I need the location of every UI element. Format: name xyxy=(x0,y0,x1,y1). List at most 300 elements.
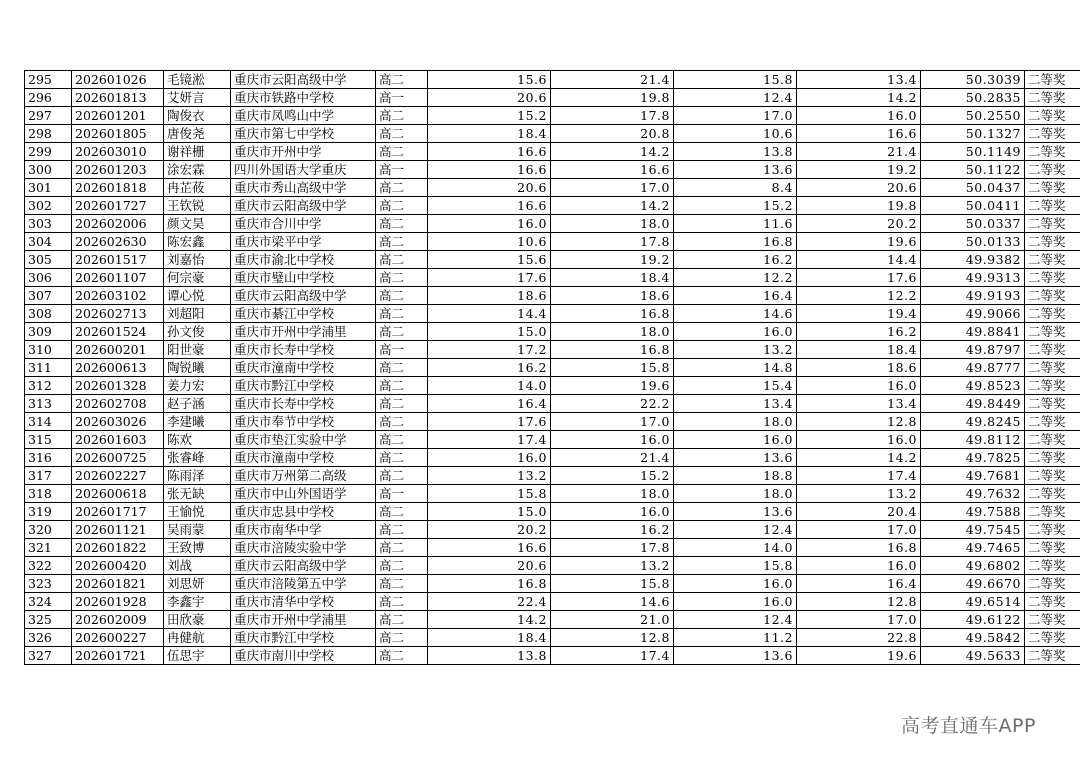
school-cell: 重庆市垫江实验中学 xyxy=(231,431,376,449)
table-row xyxy=(25,575,1080,593)
rank-cell: 297 xyxy=(25,107,72,125)
score-3-cell: 13.4 xyxy=(674,395,797,413)
school-cell: 重庆市清华中学校 xyxy=(231,593,376,611)
score-4-cell: 22.8 xyxy=(797,629,921,647)
student-name-cell: 涂宏霖 xyxy=(164,161,231,179)
total-score-cell: 49.8112 xyxy=(921,431,1025,449)
student-name-cell: 刘战 xyxy=(164,557,231,575)
school-cell: 重庆市潼南中学校 xyxy=(231,359,376,377)
award-cell: 二等奖 xyxy=(1025,485,1080,503)
exam-id-cell: 202601517 xyxy=(72,251,164,269)
score-3-cell: 13.6 xyxy=(674,449,797,467)
score-1-cell: 20.6 xyxy=(428,557,551,575)
table-row xyxy=(25,89,1080,107)
grade-cell: 高二 xyxy=(376,359,428,377)
rank-cell: 307 xyxy=(25,287,72,305)
score-1-cell: 16.4 xyxy=(428,395,551,413)
score-4-cell: 21.4 xyxy=(797,143,921,161)
score-2-cell: 17.4 xyxy=(551,647,674,665)
score-1-cell: 15.2 xyxy=(428,107,551,125)
grade-cell: 高二 xyxy=(376,611,428,629)
exam-id-cell: 202603102 xyxy=(72,287,164,305)
school-cell: 重庆市长寿中学校 xyxy=(231,341,376,359)
exam-id-cell: 202600618 xyxy=(72,485,164,503)
exam-id-cell: 202601727 xyxy=(72,197,164,215)
score-3-cell: 16.0 xyxy=(674,593,797,611)
school-cell: 重庆市中山外国语学 xyxy=(231,485,376,503)
score-4-cell: 12.2 xyxy=(797,287,921,305)
exam-id-cell: 202603026 xyxy=(72,413,164,431)
total-score-cell: 49.8449 xyxy=(921,395,1025,413)
score-2-cell: 18.0 xyxy=(551,485,674,503)
score-2-cell: 13.2 xyxy=(551,557,674,575)
grade-cell: 高二 xyxy=(376,71,428,89)
score-4-cell: 16.0 xyxy=(797,431,921,449)
total-score-cell: 49.8245 xyxy=(921,413,1025,431)
score-1-cell: 15.6 xyxy=(428,251,551,269)
rank-cell: 299 xyxy=(25,143,72,161)
score-2-cell: 14.6 xyxy=(551,593,674,611)
total-score-cell: 49.5633 xyxy=(921,647,1025,665)
score-3-cell: 12.4 xyxy=(674,521,797,539)
table-row xyxy=(25,269,1080,287)
award-cell: 二等奖 xyxy=(1025,107,1080,125)
score-1-cell: 17.2 xyxy=(428,341,551,359)
award-cell: 二等奖 xyxy=(1025,503,1080,521)
score-4-cell: 19.2 xyxy=(797,161,921,179)
total-score-cell: 49.8523 xyxy=(921,377,1025,395)
total-score-cell: 49.6122 xyxy=(921,611,1025,629)
table-row xyxy=(25,215,1080,233)
school-cell: 重庆市云阳高级中学 xyxy=(231,287,376,305)
score-1-cell: 22.4 xyxy=(428,593,551,611)
table-row xyxy=(25,197,1080,215)
total-score-cell: 49.7465 xyxy=(921,539,1025,557)
total-score-cell: 49.7632 xyxy=(921,485,1025,503)
exam-id-cell: 202602227 xyxy=(72,467,164,485)
student-name-cell: 谭心悦 xyxy=(164,287,231,305)
exam-id-cell: 202601721 xyxy=(72,647,164,665)
student-name-cell: 姜力宏 xyxy=(164,377,231,395)
score-1-cell: 14.0 xyxy=(428,377,551,395)
score-1-cell: 18.4 xyxy=(428,629,551,647)
score-1-cell: 17.6 xyxy=(428,269,551,287)
award-cell: 二等奖 xyxy=(1025,575,1080,593)
score-4-cell: 12.8 xyxy=(797,593,921,611)
student-name-cell: 田欣豪 xyxy=(164,611,231,629)
school-cell: 重庆市涪陵实验中学 xyxy=(231,539,376,557)
table-row xyxy=(25,359,1080,377)
award-cell: 二等奖 xyxy=(1025,197,1080,215)
exam-id-cell: 202601822 xyxy=(72,539,164,557)
student-name-cell: 陈雨泽 xyxy=(164,467,231,485)
school-cell: 重庆市潼南中学校 xyxy=(231,449,376,467)
score-1-cell: 16.0 xyxy=(428,215,551,233)
table-row xyxy=(25,71,1080,89)
award-cell: 二等奖 xyxy=(1025,179,1080,197)
grade-cell: 高一 xyxy=(376,161,428,179)
student-name-cell: 毛镜淞 xyxy=(164,71,231,89)
total-score-cell: 49.5842 xyxy=(921,629,1025,647)
student-name-cell: 陈宏鑫 xyxy=(164,233,231,251)
score-1-cell: 16.6 xyxy=(428,143,551,161)
student-name-cell: 刘思妍 xyxy=(164,575,231,593)
student-name-cell: 张无缺 xyxy=(164,485,231,503)
score-1-cell: 20.6 xyxy=(428,89,551,107)
student-name-cell: 冉芷莜 xyxy=(164,179,231,197)
rank-cell: 301 xyxy=(25,179,72,197)
student-name-cell: 李鑫宇 xyxy=(164,593,231,611)
exam-id-cell: 202602708 xyxy=(72,395,164,413)
score-2-cell: 18.0 xyxy=(551,323,674,341)
total-score-cell: 49.9313 xyxy=(921,269,1025,287)
score-4-cell: 14.2 xyxy=(797,89,921,107)
table-row xyxy=(25,503,1080,521)
score-4-cell: 14.2 xyxy=(797,449,921,467)
score-4-cell: 20.6 xyxy=(797,179,921,197)
award-cell: 二等奖 xyxy=(1025,557,1080,575)
table-row xyxy=(25,485,1080,503)
table-row xyxy=(25,539,1080,557)
rank-cell: 318 xyxy=(25,485,72,503)
table-row xyxy=(25,431,1080,449)
score-1-cell: 16.8 xyxy=(428,575,551,593)
grade-cell: 高二 xyxy=(376,107,428,125)
score-3-cell: 16.0 xyxy=(674,575,797,593)
school-cell: 重庆市黔江中学校 xyxy=(231,377,376,395)
rank-cell: 310 xyxy=(25,341,72,359)
exam-id-cell: 202601821 xyxy=(72,575,164,593)
score-2-cell: 15.8 xyxy=(551,575,674,593)
score-4-cell: 20.2 xyxy=(797,215,921,233)
rank-cell: 315 xyxy=(25,431,72,449)
score-2-cell: 16.8 xyxy=(551,341,674,359)
total-score-cell: 49.7588 xyxy=(921,503,1025,521)
exam-id-cell: 202603010 xyxy=(72,143,164,161)
rank-cell: 317 xyxy=(25,467,72,485)
student-name-cell: 张睿峰 xyxy=(164,449,231,467)
exam-id-cell: 202601121 xyxy=(72,521,164,539)
score-4-cell: 19.6 xyxy=(797,647,921,665)
award-cell: 二等奖 xyxy=(1025,647,1080,665)
exam-id-cell: 202601328 xyxy=(72,377,164,395)
exam-id-cell: 202601203 xyxy=(72,161,164,179)
award-cell: 二等奖 xyxy=(1025,413,1080,431)
score-4-cell: 17.0 xyxy=(797,521,921,539)
score-3-cell: 13.6 xyxy=(674,161,797,179)
grade-cell: 高二 xyxy=(376,179,428,197)
score-2-cell: 12.8 xyxy=(551,629,674,647)
award-cell: 二等奖 xyxy=(1025,377,1080,395)
school-cell: 重庆市开州中学浦里 xyxy=(231,611,376,629)
score-2-cell: 16.8 xyxy=(551,305,674,323)
score-3-cell: 13.6 xyxy=(674,503,797,521)
grade-cell: 高二 xyxy=(376,629,428,647)
award-cell: 二等奖 xyxy=(1025,359,1080,377)
score-2-cell: 22.2 xyxy=(551,395,674,413)
rank-cell: 305 xyxy=(25,251,72,269)
table-row xyxy=(25,341,1080,359)
score-1-cell: 20.6 xyxy=(428,179,551,197)
student-name-cell: 王致博 xyxy=(164,539,231,557)
school-cell: 重庆市万州第二高级 xyxy=(231,467,376,485)
total-score-cell: 50.3039 xyxy=(921,71,1025,89)
score-3-cell: 8.4 xyxy=(674,179,797,197)
exam-id-cell: 202600201 xyxy=(72,341,164,359)
rank-cell: 326 xyxy=(25,629,72,647)
exam-id-cell: 202601026 xyxy=(72,71,164,89)
score-1-cell: 15.0 xyxy=(428,503,551,521)
total-score-cell: 50.1122 xyxy=(921,161,1025,179)
rank-cell: 309 xyxy=(25,323,72,341)
watermark: 高考直通车APP xyxy=(901,715,1036,737)
table-row xyxy=(25,611,1080,629)
score-2-cell: 15.8 xyxy=(551,359,674,377)
total-score-cell: 49.7681 xyxy=(921,467,1025,485)
grade-cell: 高二 xyxy=(376,431,428,449)
grade-cell: 高一 xyxy=(376,89,428,107)
score-2-cell: 16.2 xyxy=(551,521,674,539)
score-4-cell: 18.4 xyxy=(797,341,921,359)
score-2-cell: 21.4 xyxy=(551,449,674,467)
award-cell: 二等奖 xyxy=(1025,341,1080,359)
rank-cell: 321 xyxy=(25,539,72,557)
student-name-cell: 颜文昊 xyxy=(164,215,231,233)
table-row xyxy=(25,395,1080,413)
score-1-cell: 16.6 xyxy=(428,539,551,557)
score-3-cell: 18.0 xyxy=(674,485,797,503)
total-score-cell: 49.7545 xyxy=(921,521,1025,539)
score-1-cell: 18.6 xyxy=(428,287,551,305)
table-row xyxy=(25,251,1080,269)
score-1-cell: 15.6 xyxy=(428,71,551,89)
score-3-cell: 14.8 xyxy=(674,359,797,377)
score-3-cell: 15.8 xyxy=(674,557,797,575)
school-cell: 重庆市南华中学 xyxy=(231,521,376,539)
total-score-cell: 50.2550 xyxy=(921,107,1025,125)
score-4-cell: 16.4 xyxy=(797,575,921,593)
rank-cell: 300 xyxy=(25,161,72,179)
score-4-cell: 16.0 xyxy=(797,557,921,575)
score-1-cell: 13.8 xyxy=(428,647,551,665)
score-3-cell: 14.0 xyxy=(674,539,797,557)
score-2-cell: 16.0 xyxy=(551,431,674,449)
score-3-cell: 16.4 xyxy=(674,287,797,305)
score-2-cell: 17.0 xyxy=(551,179,674,197)
table-row xyxy=(25,629,1080,647)
exam-id-cell: 202601805 xyxy=(72,125,164,143)
score-2-cell: 19.2 xyxy=(551,251,674,269)
student-name-cell: 刘嘉怡 xyxy=(164,251,231,269)
score-4-cell: 13.4 xyxy=(797,395,921,413)
school-cell: 重庆市长寿中学校 xyxy=(231,395,376,413)
grade-cell: 高二 xyxy=(376,557,428,575)
award-cell: 二等奖 xyxy=(1025,305,1080,323)
exam-id-cell: 202602713 xyxy=(72,305,164,323)
score-4-cell: 16.8 xyxy=(797,539,921,557)
school-cell: 重庆市开州中学浦里 xyxy=(231,323,376,341)
grade-cell: 高二 xyxy=(376,269,428,287)
score-3-cell: 15.2 xyxy=(674,197,797,215)
score-3-cell: 11.6 xyxy=(674,215,797,233)
table-row xyxy=(25,377,1080,395)
award-cell: 二等奖 xyxy=(1025,89,1080,107)
score-2-cell: 19.8 xyxy=(551,89,674,107)
score-1-cell: 16.6 xyxy=(428,197,551,215)
score-1-cell: 17.6 xyxy=(428,413,551,431)
exam-id-cell: 202601818 xyxy=(72,179,164,197)
grade-cell: 高二 xyxy=(376,251,428,269)
award-cell: 二等奖 xyxy=(1025,269,1080,287)
school-cell: 重庆市开州中学 xyxy=(231,143,376,161)
score-3-cell: 11.2 xyxy=(674,629,797,647)
score-2-cell: 17.8 xyxy=(551,233,674,251)
student-name-cell: 吴雨蒙 xyxy=(164,521,231,539)
school-cell: 重庆市第七中学校 xyxy=(231,125,376,143)
total-score-cell: 49.8777 xyxy=(921,359,1025,377)
school-cell: 重庆市忠县中学校 xyxy=(231,503,376,521)
score-4-cell: 17.4 xyxy=(797,467,921,485)
score-4-cell: 16.0 xyxy=(797,107,921,125)
score-3-cell: 12.4 xyxy=(674,89,797,107)
table-row xyxy=(25,449,1080,467)
grade-cell: 高二 xyxy=(376,125,428,143)
school-cell: 四川外国语大学重庆 xyxy=(231,161,376,179)
rank-cell: 312 xyxy=(25,377,72,395)
grade-cell: 高二 xyxy=(376,413,428,431)
school-cell: 重庆市奉节中学校 xyxy=(231,413,376,431)
grade-cell: 高二 xyxy=(376,449,428,467)
exam-id-cell: 202600613 xyxy=(72,359,164,377)
score-1-cell: 16.0 xyxy=(428,449,551,467)
exam-id-cell: 202602006 xyxy=(72,215,164,233)
school-cell: 重庆市云阳高级中学 xyxy=(231,71,376,89)
table-row xyxy=(25,143,1080,161)
school-cell: 重庆市涪陵第五中学 xyxy=(231,575,376,593)
exam-id-cell: 202601201 xyxy=(72,107,164,125)
table-row xyxy=(25,323,1080,341)
student-name-cell: 艾妍言 xyxy=(164,89,231,107)
total-score-cell: 50.1149 xyxy=(921,143,1025,161)
exam-id-cell: 202601717 xyxy=(72,503,164,521)
table-row xyxy=(25,521,1080,539)
grade-cell: 高二 xyxy=(376,647,428,665)
award-cell: 二等奖 xyxy=(1025,467,1080,485)
score-3-cell: 14.6 xyxy=(674,305,797,323)
award-cell: 二等奖 xyxy=(1025,215,1080,233)
exam-id-cell: 202600420 xyxy=(72,557,164,575)
table-row xyxy=(25,413,1080,431)
score-1-cell: 17.4 xyxy=(428,431,551,449)
school-cell: 重庆市渝北中学校 xyxy=(231,251,376,269)
table-row xyxy=(25,287,1080,305)
table-row xyxy=(25,125,1080,143)
grade-cell: 高二 xyxy=(376,575,428,593)
total-score-cell: 49.9066 xyxy=(921,305,1025,323)
school-cell: 重庆市黔江中学校 xyxy=(231,629,376,647)
award-cell: 二等奖 xyxy=(1025,629,1080,647)
student-name-cell: 冉健航 xyxy=(164,629,231,647)
score-2-cell: 17.8 xyxy=(551,107,674,125)
score-1-cell: 16.2 xyxy=(428,359,551,377)
total-score-cell: 49.6514 xyxy=(921,593,1025,611)
exam-id-cell: 202600227 xyxy=(72,629,164,647)
score-4-cell: 20.4 xyxy=(797,503,921,521)
score-3-cell: 16.2 xyxy=(674,251,797,269)
rank-cell: 296 xyxy=(25,89,72,107)
student-name-cell: 李建曦 xyxy=(164,413,231,431)
total-score-cell: 50.0411 xyxy=(921,197,1025,215)
score-3-cell: 12.4 xyxy=(674,611,797,629)
score-3-cell: 13.8 xyxy=(674,143,797,161)
score-3-cell: 13.2 xyxy=(674,341,797,359)
score-4-cell: 16.0 xyxy=(797,377,921,395)
score-3-cell: 16.0 xyxy=(674,431,797,449)
rank-cell: 325 xyxy=(25,611,72,629)
score-2-cell: 16.0 xyxy=(551,503,674,521)
rank-cell: 327 xyxy=(25,647,72,665)
rank-cell: 304 xyxy=(25,233,72,251)
table-row xyxy=(25,305,1080,323)
score-3-cell: 18.0 xyxy=(674,413,797,431)
score-2-cell: 16.6 xyxy=(551,161,674,179)
total-score-cell: 49.7825 xyxy=(921,449,1025,467)
total-score-cell: 50.1327 xyxy=(921,125,1025,143)
student-name-cell: 陶锐曦 xyxy=(164,359,231,377)
grade-cell: 高二 xyxy=(376,467,428,485)
award-cell: 二等奖 xyxy=(1025,71,1080,89)
table-row xyxy=(25,557,1080,575)
grade-cell: 高二 xyxy=(376,233,428,251)
student-name-cell: 阳世豪 xyxy=(164,341,231,359)
score-3-cell: 13.6 xyxy=(674,647,797,665)
score-2-cell: 21.4 xyxy=(551,71,674,89)
award-cell: 二等奖 xyxy=(1025,251,1080,269)
award-cell: 二等奖 xyxy=(1025,233,1080,251)
rank-cell: 311 xyxy=(25,359,72,377)
school-cell: 重庆市璧山中学校 xyxy=(231,269,376,287)
exam-id-cell: 202602009 xyxy=(72,611,164,629)
grade-cell: 高二 xyxy=(376,305,428,323)
score-2-cell: 14.2 xyxy=(551,143,674,161)
student-name-cell: 伍思宇 xyxy=(164,647,231,665)
score-4-cell: 12.8 xyxy=(797,413,921,431)
grade-cell: 高二 xyxy=(376,593,428,611)
award-cell: 二等奖 xyxy=(1025,611,1080,629)
student-name-cell: 谢祥栅 xyxy=(164,143,231,161)
score-2-cell: 14.2 xyxy=(551,197,674,215)
table-row xyxy=(25,107,1080,125)
total-score-cell: 50.0437 xyxy=(921,179,1025,197)
score-2-cell: 21.0 xyxy=(551,611,674,629)
rank-cell: 306 xyxy=(25,269,72,287)
rank-cell: 324 xyxy=(25,593,72,611)
table-row xyxy=(25,233,1080,251)
score-4-cell: 19.6 xyxy=(797,233,921,251)
table-row xyxy=(25,161,1080,179)
student-name-cell: 孙文俊 xyxy=(164,323,231,341)
total-score-cell: 49.9382 xyxy=(921,251,1025,269)
student-name-cell: 王钦锐 xyxy=(164,197,231,215)
rank-cell: 298 xyxy=(25,125,72,143)
rank-cell: 302 xyxy=(25,197,72,215)
rank-cell: 319 xyxy=(25,503,72,521)
grade-cell: 高二 xyxy=(376,521,428,539)
grade-cell: 高一 xyxy=(376,341,428,359)
score-1-cell: 16.6 xyxy=(428,161,551,179)
rank-cell: 323 xyxy=(25,575,72,593)
grade-cell: 高二 xyxy=(376,503,428,521)
